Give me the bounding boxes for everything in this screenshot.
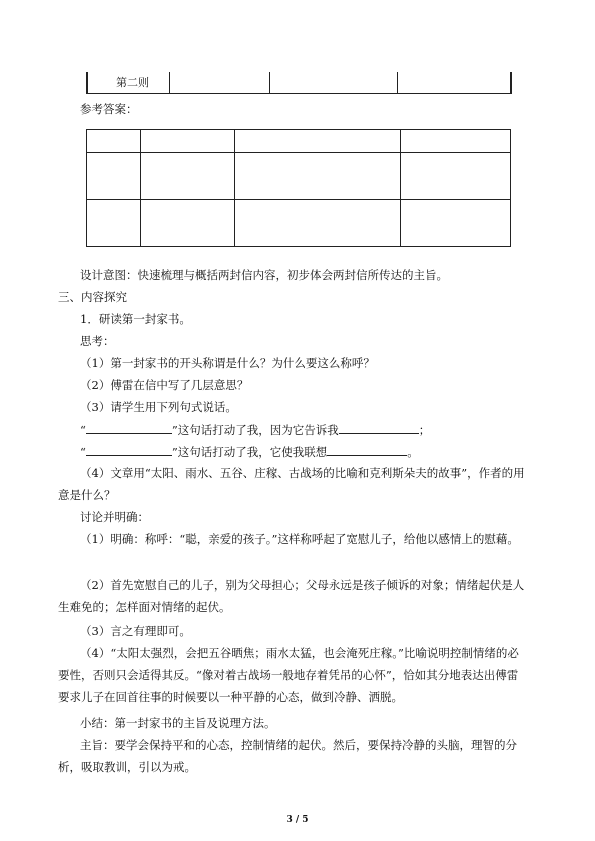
table-header-cell [235, 130, 401, 153]
answer-table [86, 129, 511, 247]
fill-blank [86, 442, 172, 456]
table-cell-label [87, 200, 141, 247]
table-cell [141, 153, 235, 200]
pattern-text: ”这句话打动了我，因为它告诉我 [171, 423, 339, 437]
table-row [87, 153, 511, 200]
sentence-pattern-1 [80, 420, 430, 439]
quote-open: “ [80, 423, 86, 437]
table-cell-label: 第二则 [87, 72, 169, 94]
table-cell [397, 72, 511, 94]
table-cell [401, 200, 511, 247]
gist: 主旨：要学会保持平和的心态，控制情绪的起伏。然后，要保持冷静的头脑，理智的分析，吸取教训，引以为戒。 [58, 738, 517, 774]
answer-4: （4）“太阳太强烈，会把五谷晒焦；雨水太猛，也会淹死庄稼。”比喻说明控制情绪的必要性，否则只会适得其反。“像对着古战场一般地存着凭吊的心怀”，恰如其分地表达出傅雷要求儿子在回首往事的时候要以一种平静的心态，做到冷静、洒脱。 [58, 646, 519, 704]
fill-blank [86, 420, 172, 434]
item-heading: 1．研读第一封家书。 [80, 312, 191, 326]
table-row [87, 72, 511, 94]
pattern-end: 。 [407, 445, 419, 459]
top-table [86, 72, 512, 94]
table-header-row [87, 130, 511, 153]
table-cell [269, 72, 397, 94]
design-intent: 设计意图：快速梳理与概括两封信内容，初步体会两封信所传达的主旨。 [80, 268, 448, 282]
question-1: （1）第一封家书的开头称谓是什么？为什么要这么称呼？ [80, 356, 375, 370]
table-header-cell [401, 130, 511, 153]
summary: 小结：第一封家书的主旨及说理方法。 [80, 716, 276, 730]
answer-3: （3）言之有理即可。 [80, 624, 191, 638]
table-cell [235, 200, 401, 247]
reference-answer-label: 参考答案： [80, 102, 138, 116]
fill-blank [339, 420, 419, 434]
question-4: （4）文章用“太阳、雨水、五谷、庄稼、古战场的比喻和克利斯朵夫的故事”，作者的用意是什么？ [58, 466, 525, 502]
answer-1: （1）明确：称呼：“聪，亲爱的孩子。”这样称呼起了宽慰儿子，给他以感情上的慰藉。 [80, 532, 519, 546]
table-cell [235, 153, 401, 200]
answer-2: （2）首先宽慰自己的儿子，别为父母担心；父母永远是孩子倾诉的对象；情绪起伏是人生难免的；怎样面对情绪的起伏。 [58, 578, 525, 614]
table-header-cell [87, 130, 141, 153]
table-cell [141, 200, 235, 247]
table-cell [401, 153, 511, 200]
page-number: 3 / 5 [286, 815, 309, 825]
question-2: （2）傅雷在信中写了几层意思？ [80, 378, 249, 392]
pattern-end: ； [418, 423, 431, 437]
table-cell-label [87, 153, 141, 200]
sentence-pattern-2 [80, 442, 419, 461]
table-cell [169, 72, 269, 94]
pattern-text: ”这句话打动了我，它使我联想 [171, 445, 328, 459]
question-3: （3）请学生用下列句式说话。 [80, 400, 237, 414]
quote-open: “ [80, 445, 86, 459]
table-header-cell [141, 130, 235, 153]
think-label: 思考： [80, 334, 115, 348]
fill-blank [327, 442, 407, 456]
table-row [87, 200, 511, 247]
section-heading: 三、内容探究 [58, 290, 127, 304]
discuss-label: 讨论并明确： [80, 510, 149, 524]
